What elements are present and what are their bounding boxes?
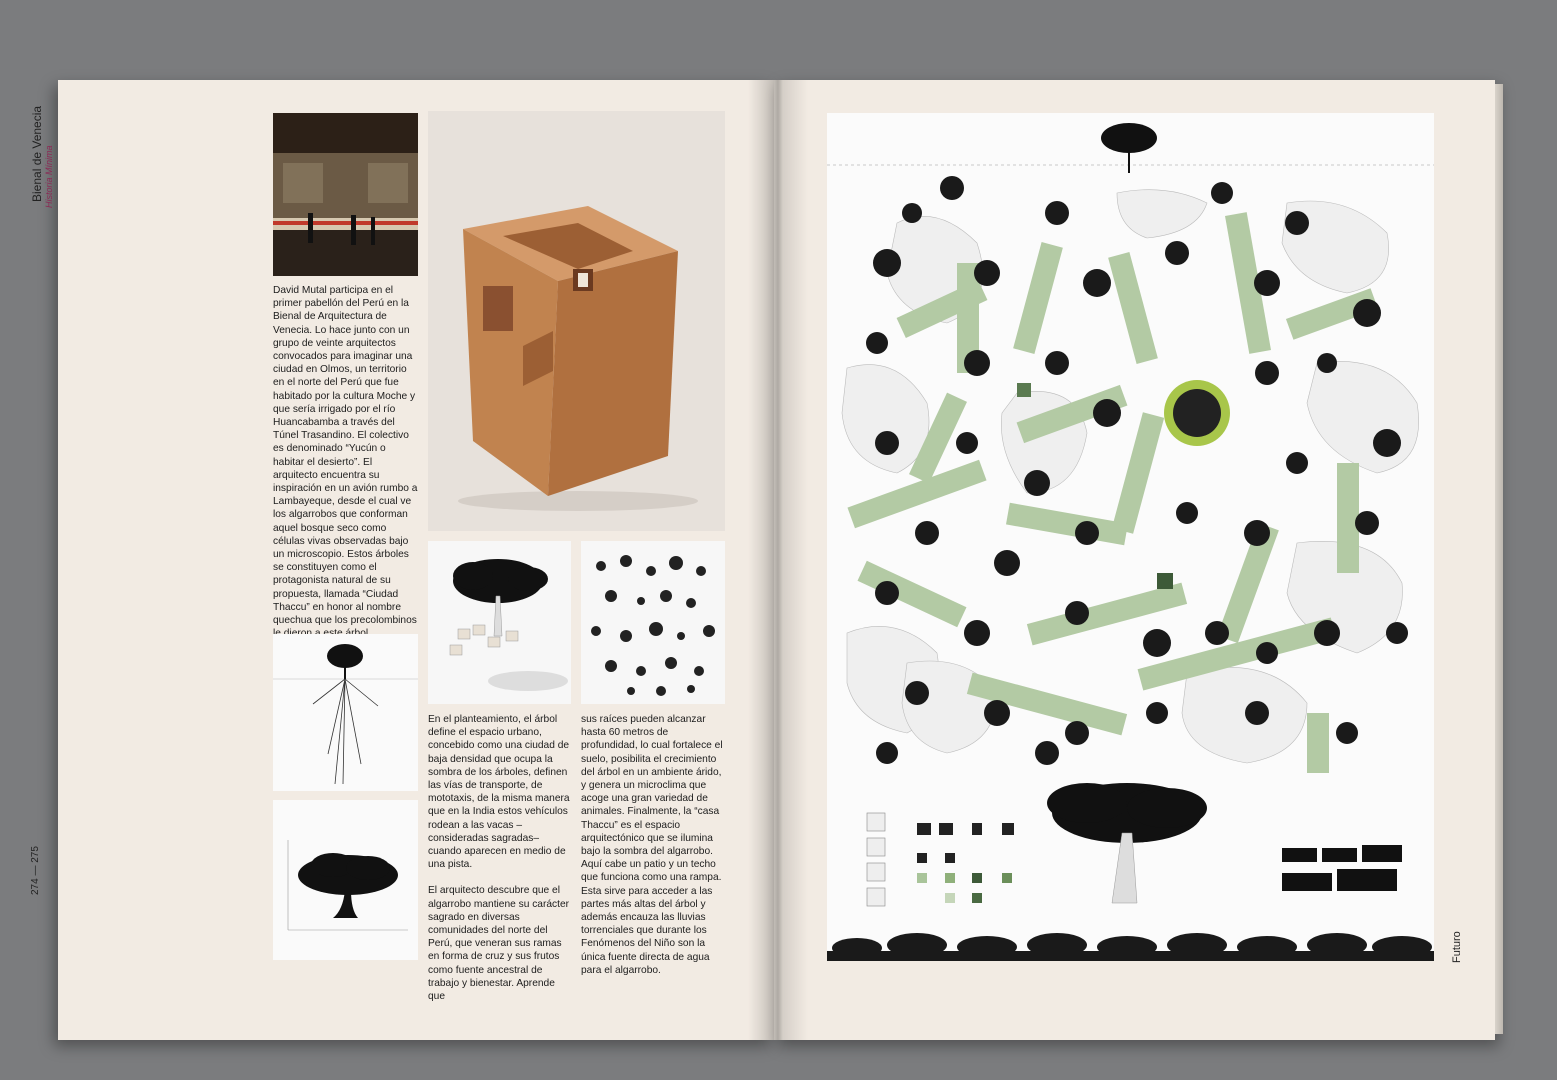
page-edge: [1495, 84, 1503, 1034]
clay-model-photo: [428, 111, 725, 531]
body-column-2: [428, 713, 571, 1016]
page-numbers: 274 — 275: [30, 846, 41, 895]
body-column-2-paragraph-1: En el planteamiento, el árbol define el espacio urbano, concebido como una ciudad de baja densidad que ocupa la sombra de los árboles, definen las vías de transporte, de mototaxis, de la misma manera que en la India estos vehículos rodean a las vacas –consideradas sagradas– cuando aparecen en medio de una pista.: [428, 714, 570, 871]
tree-roots-drawing: [273, 634, 418, 791]
body-column-3: [581, 713, 727, 990]
intro-text: David Mutal participa en el primer pabellón del Perú en la Bienal de Arquitectura de Venecia. Lo hace junto con un grupo de veinte arquitectos convocados para imaginar una ciudad en Olmos, un territorio en el norte del Perú que fue habitado por la cultura Moche y que sería irrigado por el río Huancabamba a través del Túnel Trasandino. El colectivo es denominado “Yucún o habitar el desierto”. El arquitecto encuentra su inspiración en un avión rumbo a Lambayeque, desde el cual ve los algarrobos que conforman aquel bosque seco como células vivas observadas bajo un microscopio. Estos árboles se constituyen como el protagonista natural de su propuesta, llamada “Ciudad Thaccu” en honor al nombre quechua que los precolombinos: [273, 285, 418, 627]
section-subtitle: Historia Mínima: [44, 145, 54, 208]
exhibition-photo: [273, 113, 418, 276]
tree-silhouette-diagram: [273, 800, 418, 960]
section-title: Bienal de Venecia: [30, 105, 44, 202]
tree-houses-drawing: [428, 541, 571, 704]
urban-plan-drawing: [827, 113, 1434, 961]
body-column-2-paragraph-2: El arquitecto descubre que el algarrobo mantiene su carácter sagrado en diversas comunidades del norte del Perú, que veneran sus ramas en forma de cruz y sus frutos como fuente ancestral de trabajo y bienestar. Aprende que: [428, 885, 570, 1003]
right-section-label: Futuro: [1451, 931, 1463, 963]
tree-scatter-drawing: [581, 541, 725, 704]
body-column-3-paragraph-1: sus raíces pueden alcanzar hasta 60 metros de profundidad, lo cual fortalece el suelo, posibilita el crecimiento del árbol en un ambiente árido, y genera un microclima que acoge una gran variedad de animales. Finalmente, la “casa Thaccu” es el espacio arquitectónico que se ilumina bajo la sombra del algarrobo. Aquí cabe un patio y un techo que funciona como una rampa. Esta sirve para acceder a las partes más altas del árbol y además encauza las lluvias torrenciales que durante los Fenómenos del Niño son la única fuente directa de agua para el algarrobo.: [581, 714, 723, 976]
